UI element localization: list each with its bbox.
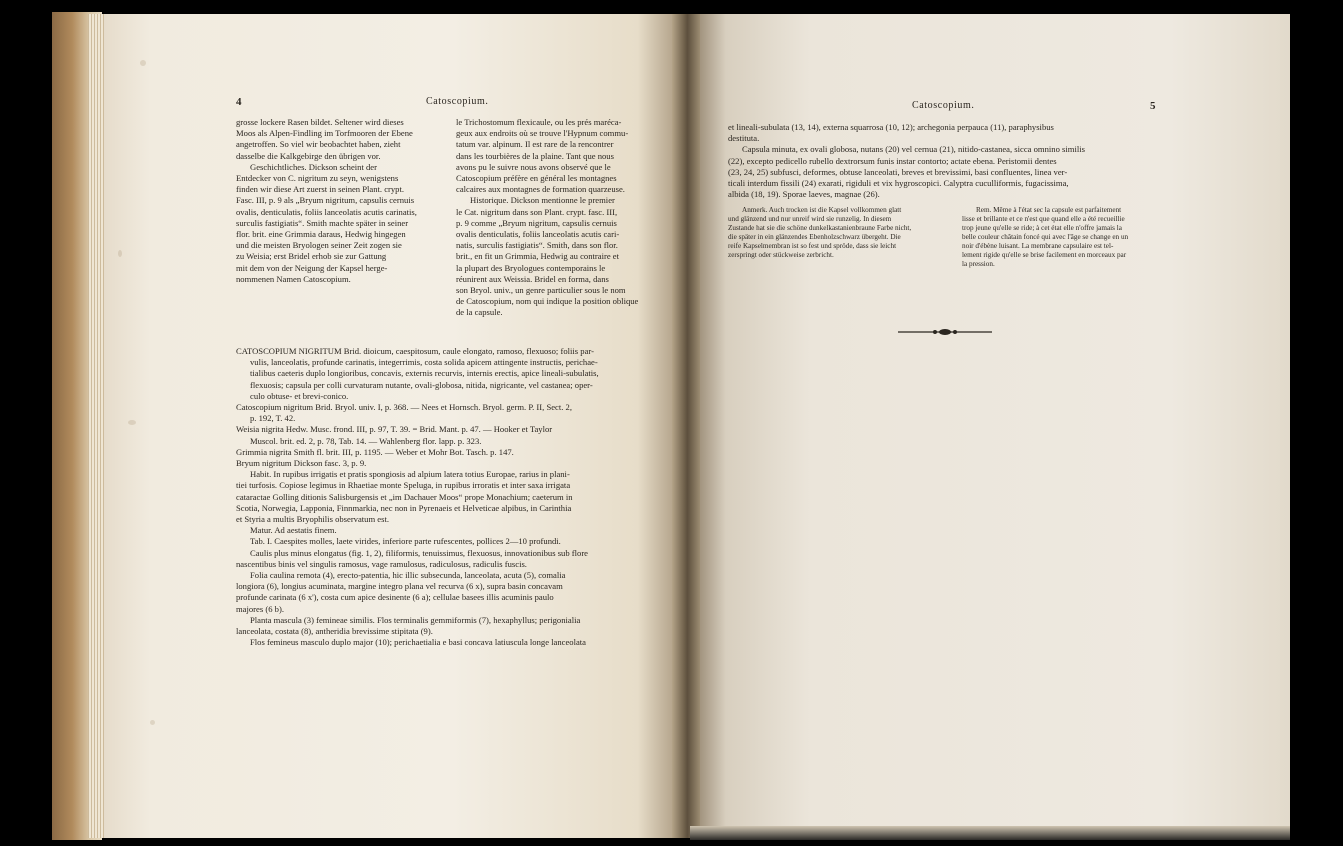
text-line: son Bryol. univ., un genre particulier sous le nom bbox=[456, 285, 626, 296]
species-description bbox=[236, 346, 676, 648]
text-line: Tab. I. Caespites molles, laete virides, inferiore parte rufescentes, pollices 2—10 profundi. bbox=[250, 536, 561, 547]
text-line: flexuosis; capsula per colli curvaturam nutante, ovali-globosa, nitida, nigricante, vel castanea; oper- bbox=[250, 379, 593, 390]
text-line: Moos als Alpen-Findling im Torfmooren der Ebene bbox=[236, 128, 413, 139]
foxing-spot bbox=[118, 250, 122, 257]
text-line: ticali interdum fissili (24) exarati, rigiduli et vix hygroscopici. Calyptra cuculliformis, fugacissima, bbox=[728, 178, 1069, 189]
text-line: Flos femineus masculo duplo major (10); perichaetialia e basi concava latiuscula longe lanceolata bbox=[250, 637, 586, 648]
text-line: le Cat. nigritum dans son Plant. crypt. fasc. III, bbox=[456, 206, 618, 217]
text-line: brit., en fit un Grimmia, Hedwig au contraire et bbox=[456, 251, 619, 262]
text-line: Scotia, Norwegia, Lapponia, Finnmarkia, nec non in Pyrenaeis et Helveticae alpibus, in Carinthia bbox=[236, 502, 572, 513]
left-column-german bbox=[236, 117, 450, 285]
text-line: majores (6 b). bbox=[236, 603, 284, 614]
text-line: longiora (6), longius acuminata, margine integro plana vel recurva (6 x), supra basin concavam bbox=[236, 581, 563, 592]
text-line: nascentibus binis vel singulis ramosus, vage ramulosus, radiculosus, radiculis fuscis. bbox=[236, 558, 527, 569]
text-line: et Styria a multis Bryophilis observatum est. bbox=[236, 514, 390, 525]
text-line: grosse lockere Rasen bildet. Seltener wird dieses bbox=[236, 117, 404, 127]
foxing-spot bbox=[140, 60, 146, 66]
text-line: Entdecker von C. nigritum zu seyn, wenigstens bbox=[236, 173, 399, 184]
text-line: zu Weisia; erst Bridel erhob sie zur Gattung bbox=[236, 251, 387, 262]
foxing-spot bbox=[128, 420, 136, 425]
text-line: die später in ein glänzendes Ebenholzschwarz übergeht. Die bbox=[728, 233, 901, 241]
text-line: nommenen Namen Catoscopium. bbox=[236, 273, 351, 284]
text-line: mit dem von der Neigung der Kapsel herge- bbox=[236, 262, 388, 273]
text-line: und die meisten Bryologen seiner Zeit zogen sie bbox=[236, 240, 402, 251]
text-line: tialibus caeteris duplo longioribus, concavis, externis recurvis, internis erectis, apice lineali-subulatis, bbox=[250, 368, 599, 379]
ornament-divider bbox=[898, 328, 992, 336]
text-line: Bryum nigritum Dickson fasc. 3, p. 9. bbox=[236, 458, 367, 469]
text-line: Catoscopium préfère en général les montagnes bbox=[456, 173, 617, 184]
page-bottom-shadow bbox=[690, 826, 1290, 840]
text-line: Rem. Même à l'état sec la capsule est parfaitement bbox=[976, 206, 1122, 214]
text-line: CATOSCOPIUM NIGRITUM Brid. dioicum, caespitosum, caule elongato, ramoso, flexuoso; foliis par- bbox=[236, 346, 594, 356]
text-line: ovalis, denticulatis, foliis lanceolatis acutis carinatis, bbox=[236, 206, 417, 217]
note-german bbox=[728, 206, 942, 260]
text-line: (22), excepto pedicello rubello dextrorsum funis instar contorto; actate ebena. Peristomii dentes bbox=[728, 155, 1057, 166]
text-line: la pression. bbox=[962, 260, 995, 268]
running-head-right: Catoscopium. bbox=[912, 100, 975, 111]
text-line: Anmerk. Auch trocken ist die Kapsel vollkommen glatt bbox=[742, 206, 902, 214]
text-line: albida (18, 19). Sporae laeves, magnae (26). bbox=[728, 189, 880, 200]
text-line: lisse et brillante et ce n'est que quand elle a été recueillie bbox=[962, 215, 1125, 223]
text-line: Weisia nigrita Hedw. Musc. frond. III, p. 97, T. 39. = Brid. Mant. p. 47. — Hooker et Taylor bbox=[236, 424, 553, 435]
text-line: profunde carinata (6 x'), costa cum apice desinente (6 a); cellulae basees illis acuminis paulo bbox=[236, 592, 554, 603]
text-line: réunirent aux Weissia. Bridel en forma, dans bbox=[456, 273, 609, 284]
text-line: trop jeune qu'elle se ride; à cet état elle n'offre jamais la bbox=[962, 224, 1122, 232]
text-line: dans les tourbières de la plaine. Tant que nous bbox=[456, 150, 614, 161]
text-line: avons pu le suivre nous avons observé que le bbox=[456, 161, 611, 172]
note-french bbox=[962, 206, 1162, 269]
text-line: reife Kapselmembran ist so fest und spröde, dass sie leicht bbox=[728, 242, 897, 250]
text-line: cataractae Golling ditionis Salisburgensis et „im Dachauer Moos“ prope Monachium; caeterum in bbox=[236, 491, 573, 502]
text-line: le Trichostomum flexicaule, ou les prés maréca- bbox=[456, 117, 622, 127]
text-line: Geschichtliches. Dickson scheint der bbox=[250, 161, 377, 172]
text-line: Catoscopium nigritum Brid. Bryol. univ. I, p. 368. — Nees et Hornsch. Bryol. germ. P. II, Sect. 2, bbox=[236, 402, 572, 413]
text-line: destituta. bbox=[728, 133, 760, 144]
text-line: Folia caulina remota (4), erecto-patentia, hic illic subsecunda, lanceolata, acuta (5), comalia bbox=[250, 570, 566, 581]
text-line: ovalis denticulatis, foliis lanceolatis acutis cari- bbox=[456, 229, 620, 240]
text-line: calcaires aux montagnes de formation quarzeuse. bbox=[456, 184, 625, 195]
text-line: de Catoscopium, nom qui indique la position oblique bbox=[456, 296, 639, 307]
text-line: Historique. Dickson mentionne le premier bbox=[470, 195, 615, 206]
text-line: dasselbe die Kalkgebirge den übrigen vor. bbox=[236, 150, 381, 161]
text-line: flor. brit. eine Grimmia daraus, Hedwig hingegen bbox=[236, 229, 406, 240]
running-head-left: Catoscopium. bbox=[426, 96, 489, 107]
text-line: lement rigide qu'elle se brise facilement en morceaux par bbox=[962, 251, 1127, 259]
left-column-french bbox=[456, 117, 678, 319]
text-line: finden wir diese Art zuerst in seinen Plant. crypt. bbox=[236, 184, 405, 195]
text-line: natis, surculis fastigiatis“. Smith, dans son flor. bbox=[456, 240, 618, 251]
text-line: Matur. Ad aestatis finem. bbox=[250, 525, 337, 536]
text-line: Planta mascula (3) femineae similis. Flos terminalis gemmiformis (7), hexaphyllus; perigonialia bbox=[250, 614, 581, 625]
text-line: belle couleur châtain foncé qui avec l'âge se change en un bbox=[962, 233, 1129, 241]
text-line: Fasc. III, p. 9 als „Bryum nigritum, capsulis cernuis bbox=[236, 195, 415, 206]
text-line: Habit. In rupibus irrigatis et pratis spongiosis ad alpium latera totius Europae, rarius in plani- bbox=[250, 469, 570, 480]
text-line: vulis, lanceolatis, profunde carinatis, integerrimis, costa solida apicem attingente instructis, perichae- bbox=[250, 357, 598, 368]
text-line: noir d'ébène luisant. La membrane capsulaire est tel- bbox=[962, 242, 1114, 250]
page-number-right: 5 bbox=[1150, 100, 1156, 112]
text-line: surculis fastigiatis“. Smith machte später in seiner bbox=[236, 217, 409, 228]
text-line: tiei turfosis. Copiose legimus in Rhaetiae monte Speluga, in rupibus irroratis et inter saxa irrigata bbox=[236, 480, 571, 491]
text-line: Zustande hat sie die schöne dunkelkastanienbraune Farbe nicht, bbox=[728, 224, 912, 232]
text-line: et lineali-subulata (13, 14), externa squarrosa (10, 12); archegonia perpauca (11), paraphysibus bbox=[728, 122, 1054, 132]
capsule-description bbox=[728, 122, 1160, 200]
page-number-left: 4 bbox=[236, 96, 242, 108]
text-line: de la capsule. bbox=[456, 307, 503, 318]
text-line: p. 9 comme „Bryum nigritum, capsulis cernuis bbox=[456, 217, 617, 228]
text-line: zerspringt oder stückweise zerbricht. bbox=[728, 251, 834, 259]
foxing-spot bbox=[150, 720, 155, 725]
text-line: tatum var. alpinum. Il est rare de la rencontrer bbox=[456, 139, 614, 150]
text-line: la plupart des Bryologues contemporains le bbox=[456, 262, 606, 273]
text-line: Capsula minuta, ex ovali globosa, nutans (20) vel cernua (21), nitido-castanea, sicca omnino similis bbox=[742, 144, 1085, 155]
text-line: Caulis plus minus elongatus (fig. 1, 2), filiformis, tenuissimus, flexuosus, innovationibus sub flore bbox=[250, 547, 589, 558]
text-line: Grimmia nigrita Smith fl. brit. III, p. 1195. — Weber et Mohr Bot. Tasch. p. 147. bbox=[236, 446, 514, 457]
text-line: angetroffen. So viel wir beobachtet haben, zieht bbox=[236, 139, 401, 150]
text-line: lanceolata, costata (8), antheridia brevissime stipitata (9). bbox=[236, 626, 433, 637]
text-line: Muscol. brit. ed. 2, p. 78, Tab. 14. — Wahlenberg flor. lapp. p. 323. bbox=[250, 435, 482, 446]
text-line: culo obtuse- et brevi-conico. bbox=[250, 390, 349, 401]
text-line: und glänzend und nur unreif wird sie runzelig. In diesem bbox=[728, 215, 892, 223]
text-line: (23, 24, 25) subfusci, deformes, obtuse lanceolati, breves et brevissimi, basi confluentes, linea ver- bbox=[728, 166, 1068, 177]
text-line: geux aux endroits où se trouve l'Hypnum commu- bbox=[456, 128, 629, 139]
text-line: p. 192, T. 42. bbox=[250, 413, 296, 424]
